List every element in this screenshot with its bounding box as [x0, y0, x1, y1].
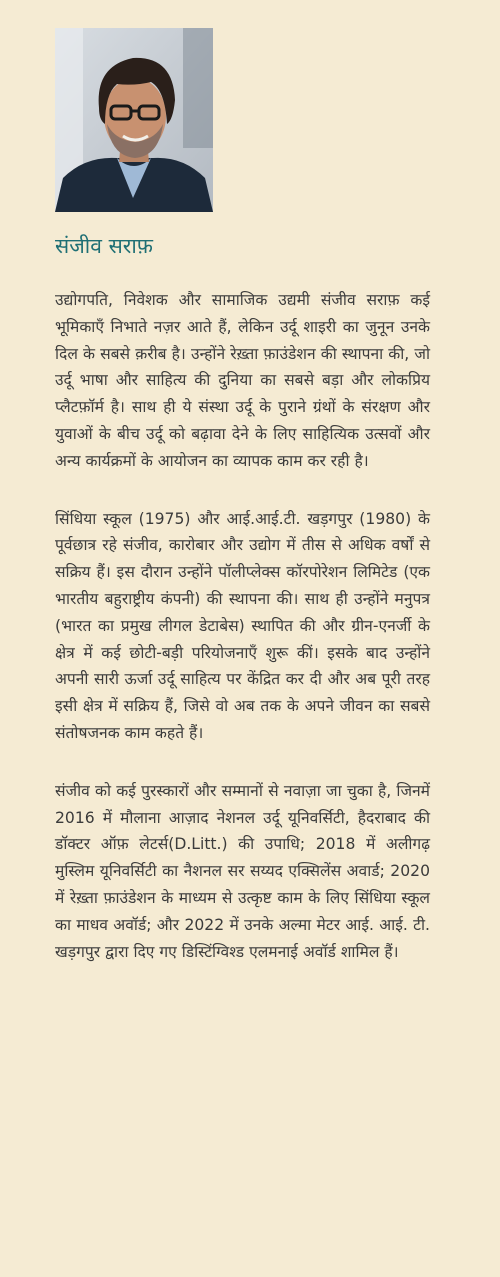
bio-paragraph: संजीव को कई पुरस्कारों और सम्मानों से नवाज़ा जा चुका है, जिनमें 2016 में मौलाना आज़ाद नेशनल उर्दू यूनिवर्सिटी, हैदराबाद की डॉक्टर ऑफ़ लेटर्स(D.Litt.) की उपाधि; 2018 में अलीगढ़ मुस्लिम यूनिवर्सिटी का नैशनल सर सय्यद एक्सिलेंस अवार्ड; 2020 में रेख़्ता फ़ाउंडेशन के माध्यम से उत्कृष्ट काम के लिए सिंधिया स्कूल का माधव अवॉर्ड; और 2022 में उनके अल्मा मेटर आई. आई. टी. खड़गपुर द्वारा दिए गए डिस्टिंग्विश्ड एलमनाई अवॉर्ड शामिल हैं।	[55, 781, 430, 961]
bio-paragraph: सिंधिया स्कूल (1975) और आई.आई.टी. खड़गपुर (1980) के पूर्वछात्र रहे संजीव, कारोबार और उद्योग में तीस से अधिक वर्षों से सक्रिय हैं। इस दौरान उन्होंने पॉलीप्लेक्स कॉरपोरेशन लिमिटेड (एक भारतीय बहुराष्ट्रीय कंपनी) की स्थापना की। साथ ही उन्होंने मनुपत्र (भारत का प्रमुख लीगल डेटाबेस) स्थापित की और ग्रीन-एनर्जी के क्षेत्र में कई छोटी-बड़ी परियोजनाएँ शुरू कीं। इसके बाद उन्होंने अपनी सारी ऊर्जा उर्दू साहित्य पर केंद्रित कर दी और अब पूरी तरह इसी क्षेत्र में सक्रिय हैं, जिसे वो अब तक के अपने जीवन का सबसे संतोषजनक काम कहते हैं।	[55, 509, 430, 742]
portrait-photo	[55, 28, 213, 212]
biography	[55, 287, 430, 996]
bio-paragraph: उद्योगपति, निवेशक और सामाजिक उद्यमी संजीव सराफ़ कई भूमिकाएँ निभाते नज़र आते हैं, लेकिन उर्दू शाइरी का जुनून उनके दिल के सबसे क़रीब है। उन्होंने रेख़्ता फ़ाउंडेशन की स्थापना की, जो उर्दू भाषा और साहित्य की दुनिया का सबसे बड़ा और लोकप्रिय प्लैटफ़ॉर्म है। साथ ही ये संस्था उर्दू के पुराने ग्रंथों के संरक्षण और युवाओं के बीच उर्दू को बढ़ावा देने के लिए साहित्यिक उत्सवों और अन्य कार्यक्रमों के आयोजन का व्यापक काम कर रही है।	[55, 291, 430, 470]
person-name: संजीव सराफ़	[55, 234, 153, 258]
